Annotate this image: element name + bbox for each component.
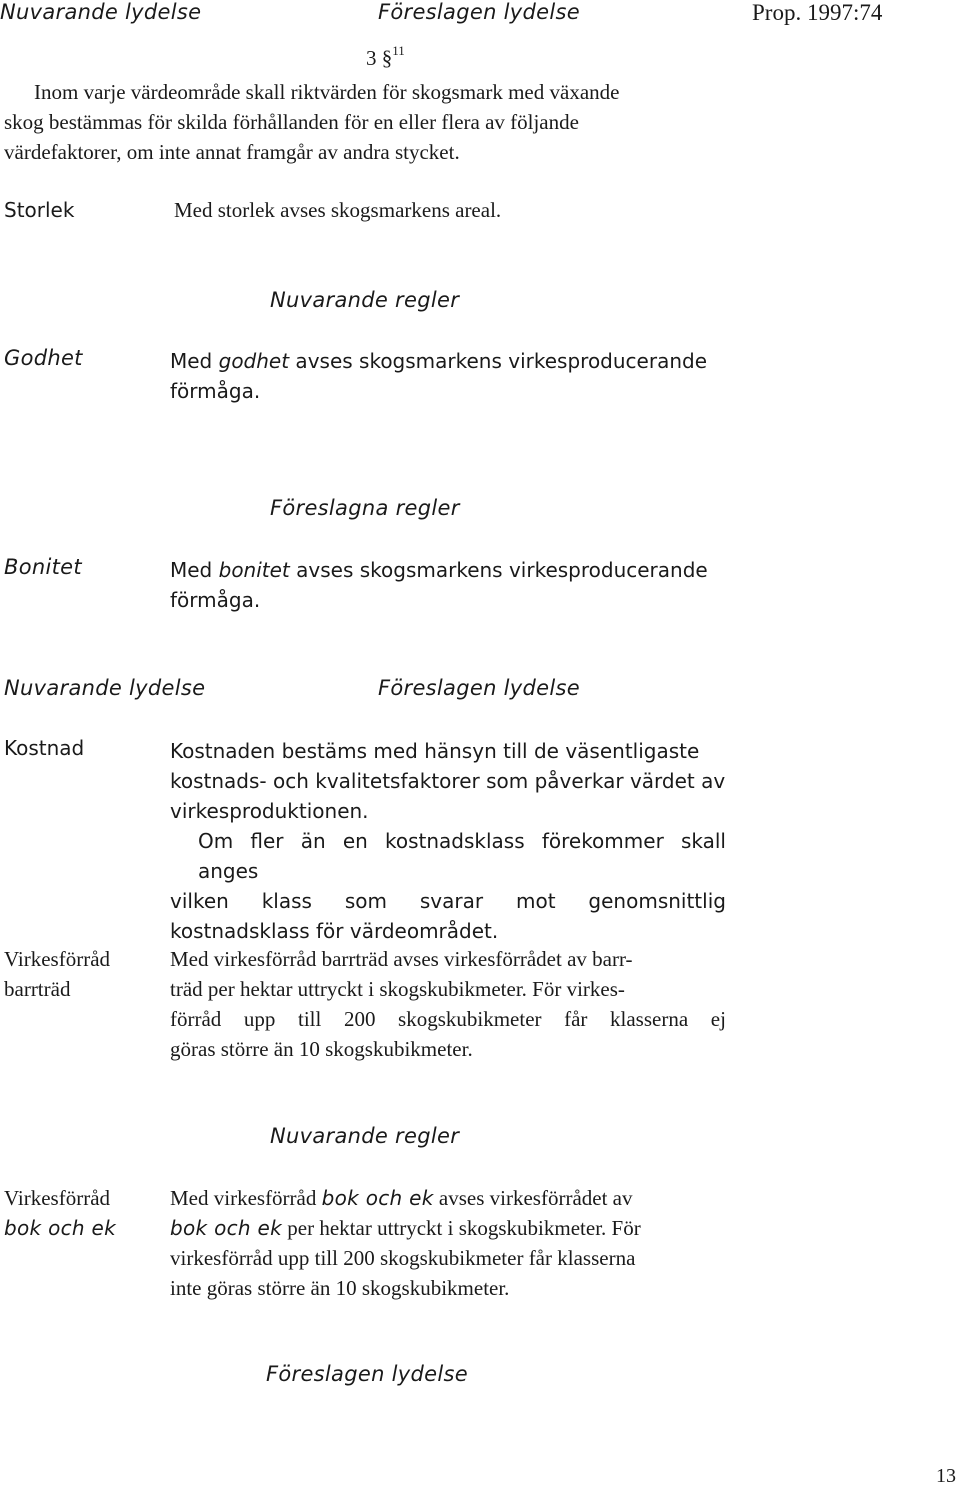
barrtrad-label	[4, 944, 110, 1004]
section-sign: §	[381, 46, 393, 70]
kostnad-line-3: virkesproduktionen.	[170, 799, 369, 823]
kostnad-label: Kostnad	[4, 736, 85, 760]
header-proposed-wording: Föreslagen lydelse	[378, 0, 580, 24]
godhet-label: Godhet	[4, 346, 83, 370]
bokek-label	[4, 1183, 116, 1243]
godhet-line-2: förmåga.	[170, 379, 261, 403]
intro-line-2: skog bestämmas för skilda förhållanden för en eller flera av följande	[4, 110, 579, 134]
proposed-wording-heading-bottom: Föreslagen lydelse	[266, 1362, 468, 1386]
bokek-l2-term: bok och ek	[170, 1216, 283, 1240]
kostnad-line-6: kostnadsklass för värdeområdet.	[170, 919, 499, 943]
storlek-label: Storlek	[4, 198, 75, 222]
current-rules-heading: Nuvarande regler	[270, 288, 460, 312]
section-number	[366, 45, 405, 71]
bokek-label-line-2: bok och ek	[4, 1216, 117, 1240]
header-current-wording: Nuvarande lydelse	[0, 0, 202, 24]
godhet-post: avses skogsmarkens virkesproducerande	[289, 349, 708, 373]
bokek-l1-post: avses virkesförrådet av	[433, 1186, 633, 1210]
kostnad-line-2: kostnads- och kvalitetsfaktorer som påverkar värdet av	[170, 769, 726, 793]
section-num: 3	[366, 46, 377, 70]
barrtrad-definition	[170, 944, 726, 1064]
barrtrad-line-3: förråd upp till 200 skogskubikmeter får klasserna ej	[170, 1007, 726, 1031]
section-superscript: 11	[392, 43, 405, 58]
bokek-label-line-1: Virkesförråd	[4, 1186, 111, 1210]
kostnad-line-1: Kostnaden bestäms med hänsyn till de väsentligaste	[170, 739, 700, 763]
bonitet-label: Bonitet	[4, 555, 82, 579]
bokek-l1-pre: Med virkesförråd	[170, 1186, 322, 1210]
current-rules-heading-2: Nuvarande regler	[270, 1124, 460, 1148]
intro-paragraph	[4, 77, 730, 167]
current-wording-heading: Nuvarande lydelse	[4, 676, 206, 700]
bokek-line-3: virkesförråd upp till 200 skogskubikmeter får klasserna	[170, 1246, 636, 1270]
kostnad-line-5: vilken klass som svarar mot genomsnittlig	[170, 889, 726, 913]
godhet-pre: Med	[170, 349, 219, 373]
header-prop-number: Prop. 1997:74	[752, 0, 883, 25]
kostnad-line-4: Om fler än en kostnadsklass förekommer skall anges	[198, 829, 726, 883]
bokek-line-4: inte göras större än 10 skogskubikmeter.	[170, 1276, 510, 1300]
proposed-rules-heading: Föreslagna regler	[270, 496, 460, 520]
godhet-term: godhet	[218, 349, 290, 373]
barrtrad-label-line-2: barrträd	[4, 977, 71, 1001]
bonitet-line-2: förmåga.	[170, 588, 261, 612]
bokek-l2-post: per hektar uttryckt i skogskubikmeter. För	[282, 1216, 641, 1240]
bonitet-term: bonitet	[218, 558, 290, 582]
barrtrad-line-4: göras större än 10 skogskubikmeter.	[170, 1037, 473, 1061]
bonitet-post: avses skogsmarkens virkesproducerande	[289, 558, 708, 582]
bonitet-pre: Med	[170, 558, 219, 582]
bokek-l1-term: bok och ek	[321, 1186, 434, 1210]
barrtrad-line-2: träd per hektar uttryckt i skogskubikmeter. För virkes-	[170, 977, 625, 1001]
barrtrad-line-1: Med virkesförråd barrträd avses virkesförrådet av barr-	[170, 947, 633, 971]
bokek-definition	[170, 1183, 726, 1303]
page-number: 13	[936, 1465, 956, 1487]
proposed-wording-heading: Föreslagen lydelse	[378, 676, 580, 700]
bonitet-definition	[170, 555, 708, 615]
intro-line-1: Inom varje värdeområde skall riktvärden för skogsmark med växande	[34, 80, 620, 104]
kostnad-definition	[170, 736, 726, 946]
intro-line-3: värdefaktorer, om inte annat framgår av andra stycket.	[4, 140, 460, 164]
storlek-text: Med storlek avses skogsmarkens areal.	[174, 198, 502, 222]
godhet-definition	[170, 346, 707, 406]
barrtrad-label-line-1: Virkesförråd	[4, 947, 111, 971]
